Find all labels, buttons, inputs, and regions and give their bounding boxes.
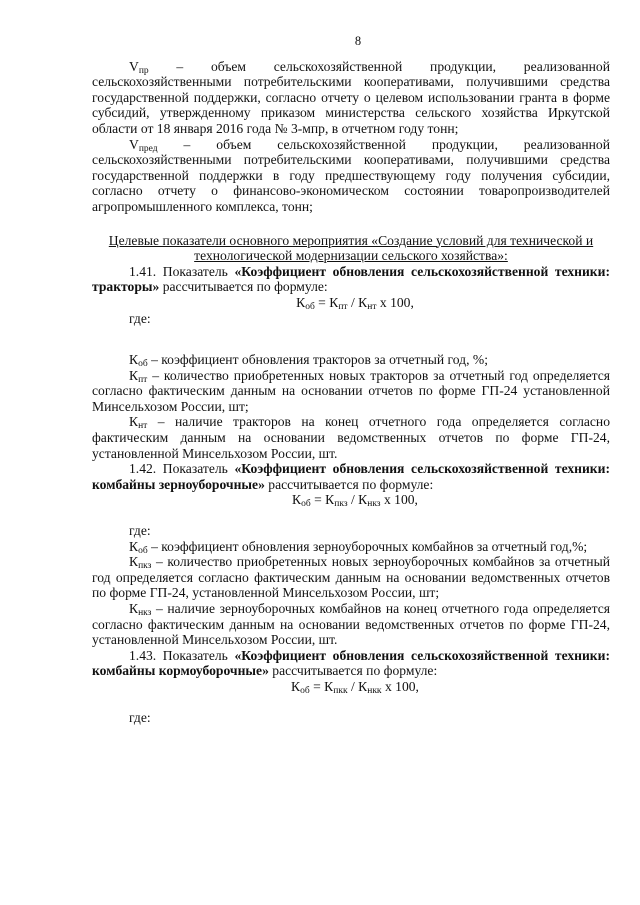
formula-denominator-sub: нкк (367, 685, 382, 696)
def-text: – количество приобретенных новых зерноуборочных комбайнов за отчетный год определяется согласно фактическим данным на основании ведомственных отчетов по форме ГП-24, установленной Минсельхозом России, шт; (92, 554, 610, 601)
formula-1-43: $К_{об} = К_{пкк} / К_{нкк}$ х 100, (291, 678, 419, 696)
def-symbol-sub: об (138, 545, 148, 556)
def-symbol: К (129, 538, 139, 554)
indicator-1-42-tail: рассчитывается по формуле: (264, 476, 434, 492)
def-symbol-sub: пкз (138, 561, 152, 572)
vpr-definition (92, 59, 610, 137)
indicator-1-41-lead: 1.41. Показатель (129, 263, 235, 279)
formula-lhs-sub: об (305, 301, 315, 312)
vpred-symbol: V (129, 136, 139, 152)
def-symbol: К (129, 414, 139, 430)
formula-numerator-sub: пкк (333, 685, 348, 696)
indicator-1-41 (92, 264, 610, 295)
formula-denominator: К (358, 294, 368, 310)
definition-k-ob-1-41 (92, 352, 610, 368)
definition-k-pkz (92, 554, 610, 601)
spacer (92, 695, 610, 710)
vpred-symbol-sub: пред (138, 143, 158, 154)
formula-lhs-sub: об (301, 499, 311, 510)
where-label-1-42: где: (129, 523, 151, 539)
where-label-1-41: где: (129, 310, 151, 326)
definition-k-nkz (92, 601, 610, 648)
def-symbol-sub: об (138, 359, 148, 370)
indicator-1-42 (92, 461, 610, 492)
def-symbol-sub: пт (138, 374, 148, 385)
indicator-1-42-title: «Коэффициент обновления сельскохозяйственной техники: комбайны зерноуборочные» (92, 461, 610, 492)
definition-k-pt (92, 368, 610, 415)
vpred-text: – объем сельскохозяйственной продукции, реализованной сельскохозяйственными потребительскими кооперативами, получившими средства государственной поддержки в году предшествующему году получения субсидии, согласно отчету о финансово-экономическом состоянии товаропроизводителей агропромышленного комплекса, тонн; (92, 136, 610, 214)
formula-tail: х 100, (381, 678, 419, 694)
spacer (92, 508, 610, 523)
formula-denominator-sub: нт (367, 301, 377, 312)
formula-denominator: К (358, 678, 368, 694)
vpr-symbol-sub: пр (138, 65, 149, 76)
definition-k-nt (92, 414, 610, 461)
vpr-symbol: V (129, 58, 139, 74)
formula-lhs: К (292, 492, 302, 508)
formula-numerator-sub: пт (338, 301, 348, 312)
def-text: – наличие тракторов на конец отчетного года определяется согласно фактическим данным на основании ведомственных отчетов по форме ГП-24, установленной Минсельхозом России, шт. (92, 414, 610, 461)
indicator-1-41-title: «Коэффициент обновления сельскохозяйственной техники: тракторы» (92, 263, 610, 295)
def-symbol: К (129, 554, 139, 570)
formula-denominator-sub: нкз (367, 499, 381, 510)
formula-lhs: К (296, 294, 306, 310)
formula-numerator: К (324, 678, 334, 694)
def-symbol-sub: нт (138, 421, 148, 432)
section-heading: Целевые показатели основного мероприятия «Создание условий для технической и технологической модернизации сельского хозяйства»: (108, 232, 594, 264)
def-text: – коэффициент обновления зерноуборочных комбайнов за отчетный год,%; (147, 538, 588, 554)
formula-numerator-sub: пкз (334, 499, 348, 510)
def-symbol-sub: нкз (138, 608, 152, 618)
formula-numerator: К (329, 294, 339, 310)
indicator-1-41-tail: рассчитывается по формуле: (159, 279, 328, 295)
spacer (92, 326, 610, 352)
formula-numerator: К (325, 492, 335, 508)
definition-k-ob-1-42 (92, 539, 610, 555)
formula-1-42: $К_{об} = К_{пкз} / К_{нкз}$ х 100, (292, 492, 418, 510)
formula-lhs-sub: об (300, 685, 310, 696)
formula-1-41: $К_{об} = К_{пт} / К_{нт}$ х 100, (296, 294, 414, 312)
where-label-1-43: где: (129, 709, 151, 725)
indicator-1-43-title: «Коэффициент обновления сельскохозяйственной техники: комбайны кормоуборочные» (92, 647, 610, 679)
def-text: – наличие зерноуборочных комбайнов на конец отчетного года определяется согласно фактическим данным на основании ведомственных отчетов по форме ГП-24, установленной Минсельхозом России, шт. (92, 601, 610, 648)
def-symbol: К (129, 601, 139, 616)
def-text: – количество приобретенных новых тракторов за отчетный год определяется согласно фактическим данным на основании отчетов по форме ГП-24 установленной Минсельхозом России, шт; (92, 367, 610, 414)
formula-tail: х 100, (380, 492, 418, 508)
vpred-definition (92, 137, 610, 215)
formula-denominator: К (358, 492, 368, 508)
def-symbol: К (129, 352, 139, 368)
indicator-1-43-lead: 1.43. Показатель (129, 647, 235, 663)
indicator-1-43-tail: рассчитывается по формуле: (268, 663, 438, 679)
vpr-text: – объем сельскохозяйственной продукции, реализованной сельскохозяйственными потребительскими кооперативами, получившими средства государственной поддержки, согласно отчету о целевом использовании гранта в форме субсидий, утвержденному приказом министерства сельского хозяйства Иркутской области от 18 января 2016 года № 3-мпр, в отчетном году тонн; (92, 58, 610, 136)
formula-lhs: К (291, 678, 301, 694)
def-symbol: К (129, 367, 139, 383)
indicator-1-43 (92, 648, 610, 679)
formula-tail: х 100, (376, 294, 414, 310)
def-text: – коэффициент обновления тракторов за отчетный год, %; (147, 352, 488, 368)
page-number: 8 (354, 34, 362, 48)
indicator-1-42-lead: 1.42. Показатель (129, 461, 235, 477)
